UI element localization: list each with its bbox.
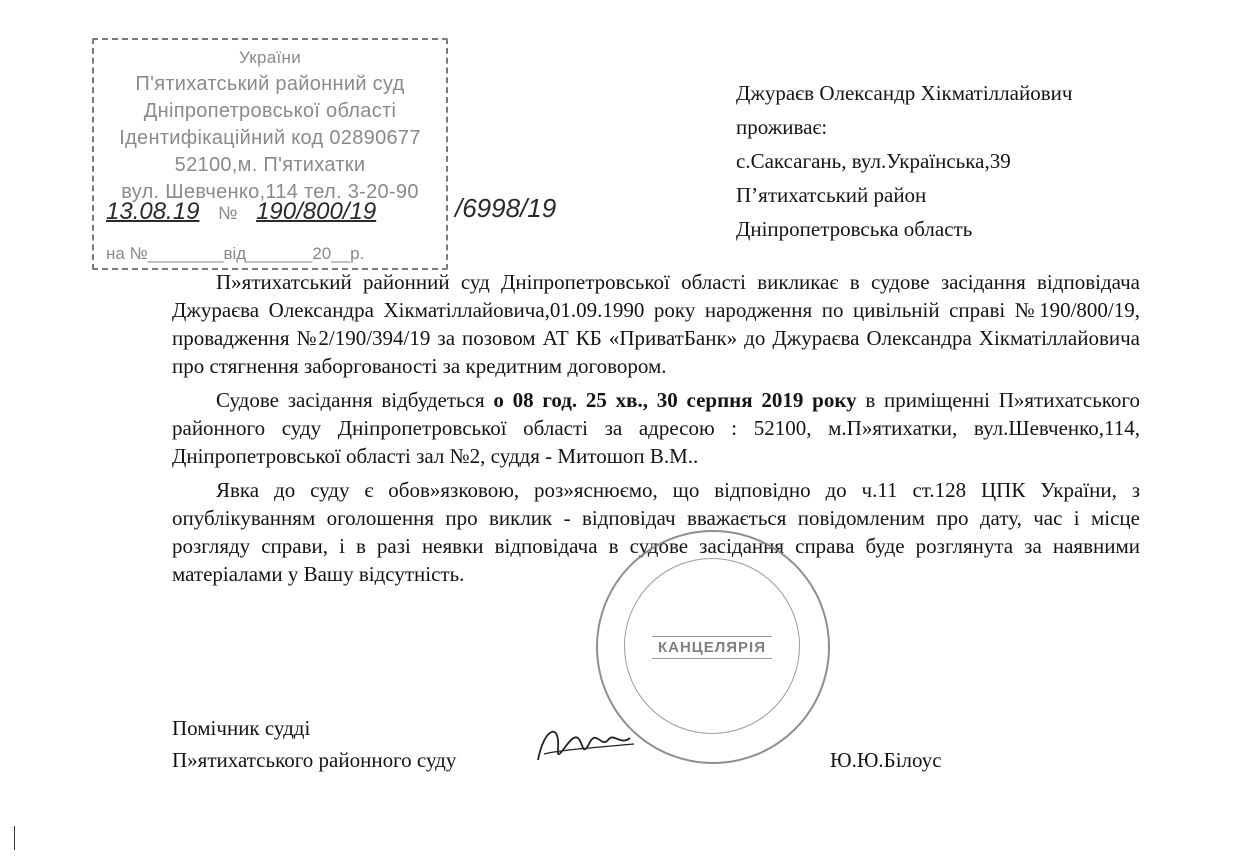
addressee-name: Джураєв Олександр Хікматіллайович (736, 81, 1073, 105)
stamp-line: України (238, 48, 302, 67)
handwritten-extra-number: /6998/19 (455, 193, 557, 223)
handwritten-case-number: 190/800/19 (256, 198, 377, 225)
stamp-line: Дніпропетровської області (143, 100, 397, 122)
stamp-line: П'ятихатський районний суд (135, 73, 405, 95)
addressee-region: Дніпропетровська область (736, 217, 973, 241)
number-label: № (218, 203, 238, 223)
paragraph-summons: П»ятихатський районний суд Дніпропетровської області викликає в судове засідання відповідача Джураєва Олександра Хікматіллайовича,01.09.1990 року народження по цивільній справі №190/800/19, провадження №2/190/394/19 за позовом АТ КБ «ПриватБанк» до Джураєва Олександра Хікматіллайовича про стягнення заборгованості за кредитним договором. (172, 270, 1140, 378)
stamp-line: вул. Шевченко,114 тел. 3-20-90 (121, 181, 419, 203)
hearing-datetime: о 08 год. 25 хв., 30 серпня 2019 року (493, 388, 857, 412)
signer-name: Ю.Ю.Білоус (830, 748, 942, 772)
addressee-district: П’ятихатський район (736, 183, 927, 207)
registration-row (106, 198, 376, 227)
margin-mark (14, 826, 15, 850)
signer-position-line-1: Помічник судді (172, 716, 311, 740)
signer-position-line-2: П»ятихатського районного суду (172, 748, 457, 772)
paragraph-attendance: Явка до суду є обов»язковою, роз»яснюємо, що відповідно до ч.11 ст.128 ЦПК України, з опублікуванням оголошення про виклик - відповідач вважається повідомленим про дату, час і місце розгляду справи, і в разі неявки відповідача в судове засідання справа буде розглянута за наявними матеріалами у Вашу відсутність. (172, 478, 1140, 586)
handwritten-signature (530, 708, 640, 778)
registration-stamp (92, 38, 448, 270)
hearing-text-start: Судове засідання відбудеться (216, 388, 494, 412)
stamp-line: Ідентифікаційний код 02890677 (119, 127, 421, 149)
stamp-date-line: на №________від_______20__р. (106, 244, 365, 263)
hearing-text-end: в приміщенні П»ятихатського районного суду Дніпропетровської області за адресою : 52100, м.П»ятихатки, вул.Шевченко,114, Дніпропетровської області зал №2, суддя - Митошоп В.М.. (172, 388, 1141, 468)
addressee-block (736, 76, 1072, 246)
handwritten-date: 13.08.19 (106, 198, 200, 225)
stamp-line: 52100,м. П'ятихатки (174, 154, 366, 176)
addressee-address-line: с.Саксагань, вул.Українська,39 (736, 149, 1011, 173)
paragraph-hearing (172, 386, 1140, 470)
seal-center-text: КАНЦЕЛЯРІЯ (652, 636, 772, 659)
signature-position (172, 712, 456, 776)
addressee-lives-label: проживає: (736, 115, 828, 139)
